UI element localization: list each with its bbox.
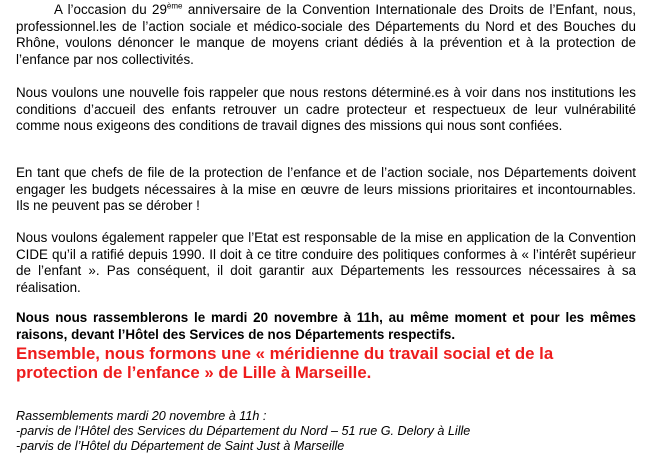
paragraph-state: Nous voulons également rappeler que l’Etat est responsable de la mise en application de la Convention CIDE qu’il a ratifié depuis 1990. Il doit à ce titre conduire des politiques conformes à « l’intérêt supérieur de l’enfant ». Pas conséquent, il doit garantir aux Départements les ressources nécessaires à sa réalisation. <box>16 230 636 295</box>
paragraph-determination: Nous voulons une nouvelle fois rappeler que nous restons déterminé.es à voir dans nos institutions les conditions d’accueil des enfants retrouver un cadre protecteur et respectueux de leur vulnérabilité comme nous exigeons des conditions de travail dignes des missions qui nous sont confiées. <box>16 85 636 134</box>
ordinal-superscript: ème <box>166 1 183 11</box>
paragraph-rally-announcement: Nous nous rassemblerons le mardi 20 novembre à 11h, au même moment et pour les mêmes raisons, devant l’Hôtel des Services de nos Départements respectifs. <box>16 310 636 342</box>
gathering-item-marseille: -parvis de l’Hôtel du Département de Saint Just à Marseille <box>16 439 345 453</box>
gatherings-heading: Rassemblements mardi 20 novembre à 11h : <box>16 409 267 423</box>
paragraph-departments: En tant que chefs de file de la protection de l’enfance et de l’action sociale, nos Départements doivent engager les budgets nécessaires à la mise en œuvre de leurs missions prioritaires et incontournables. Ils ne peuvent pas se dérober ! <box>16 165 636 214</box>
gatherings-list <box>16 409 470 454</box>
paragraph-anniversary <box>16 2 636 68</box>
paragraph-meridienne-slogan: Ensemble, nous formons une « méridienne du travail social et de la protection de l’enfance » de Lille à Marseille. <box>16 344 554 382</box>
paragraph-anniversary-lead: A l’occasion du 29 <box>54 2 167 17</box>
paragraph-anniversary-rest: anniversaire de la Convention Internationale des Droits de l’Enfant, nous, professionnel.les de l’action sociale et médico-sociale des Départements du Nord et des Bouches du Rhône, voulons dénoncer le manque de moyens criant dédiés à la prévention et à la protection de l’enfance par nos collectivités. <box>16 2 636 67</box>
gathering-item-lille: -parvis de l’Hôtel des Services du Département du Nord – 51 rue G. Delory à Lille <box>16 424 471 438</box>
